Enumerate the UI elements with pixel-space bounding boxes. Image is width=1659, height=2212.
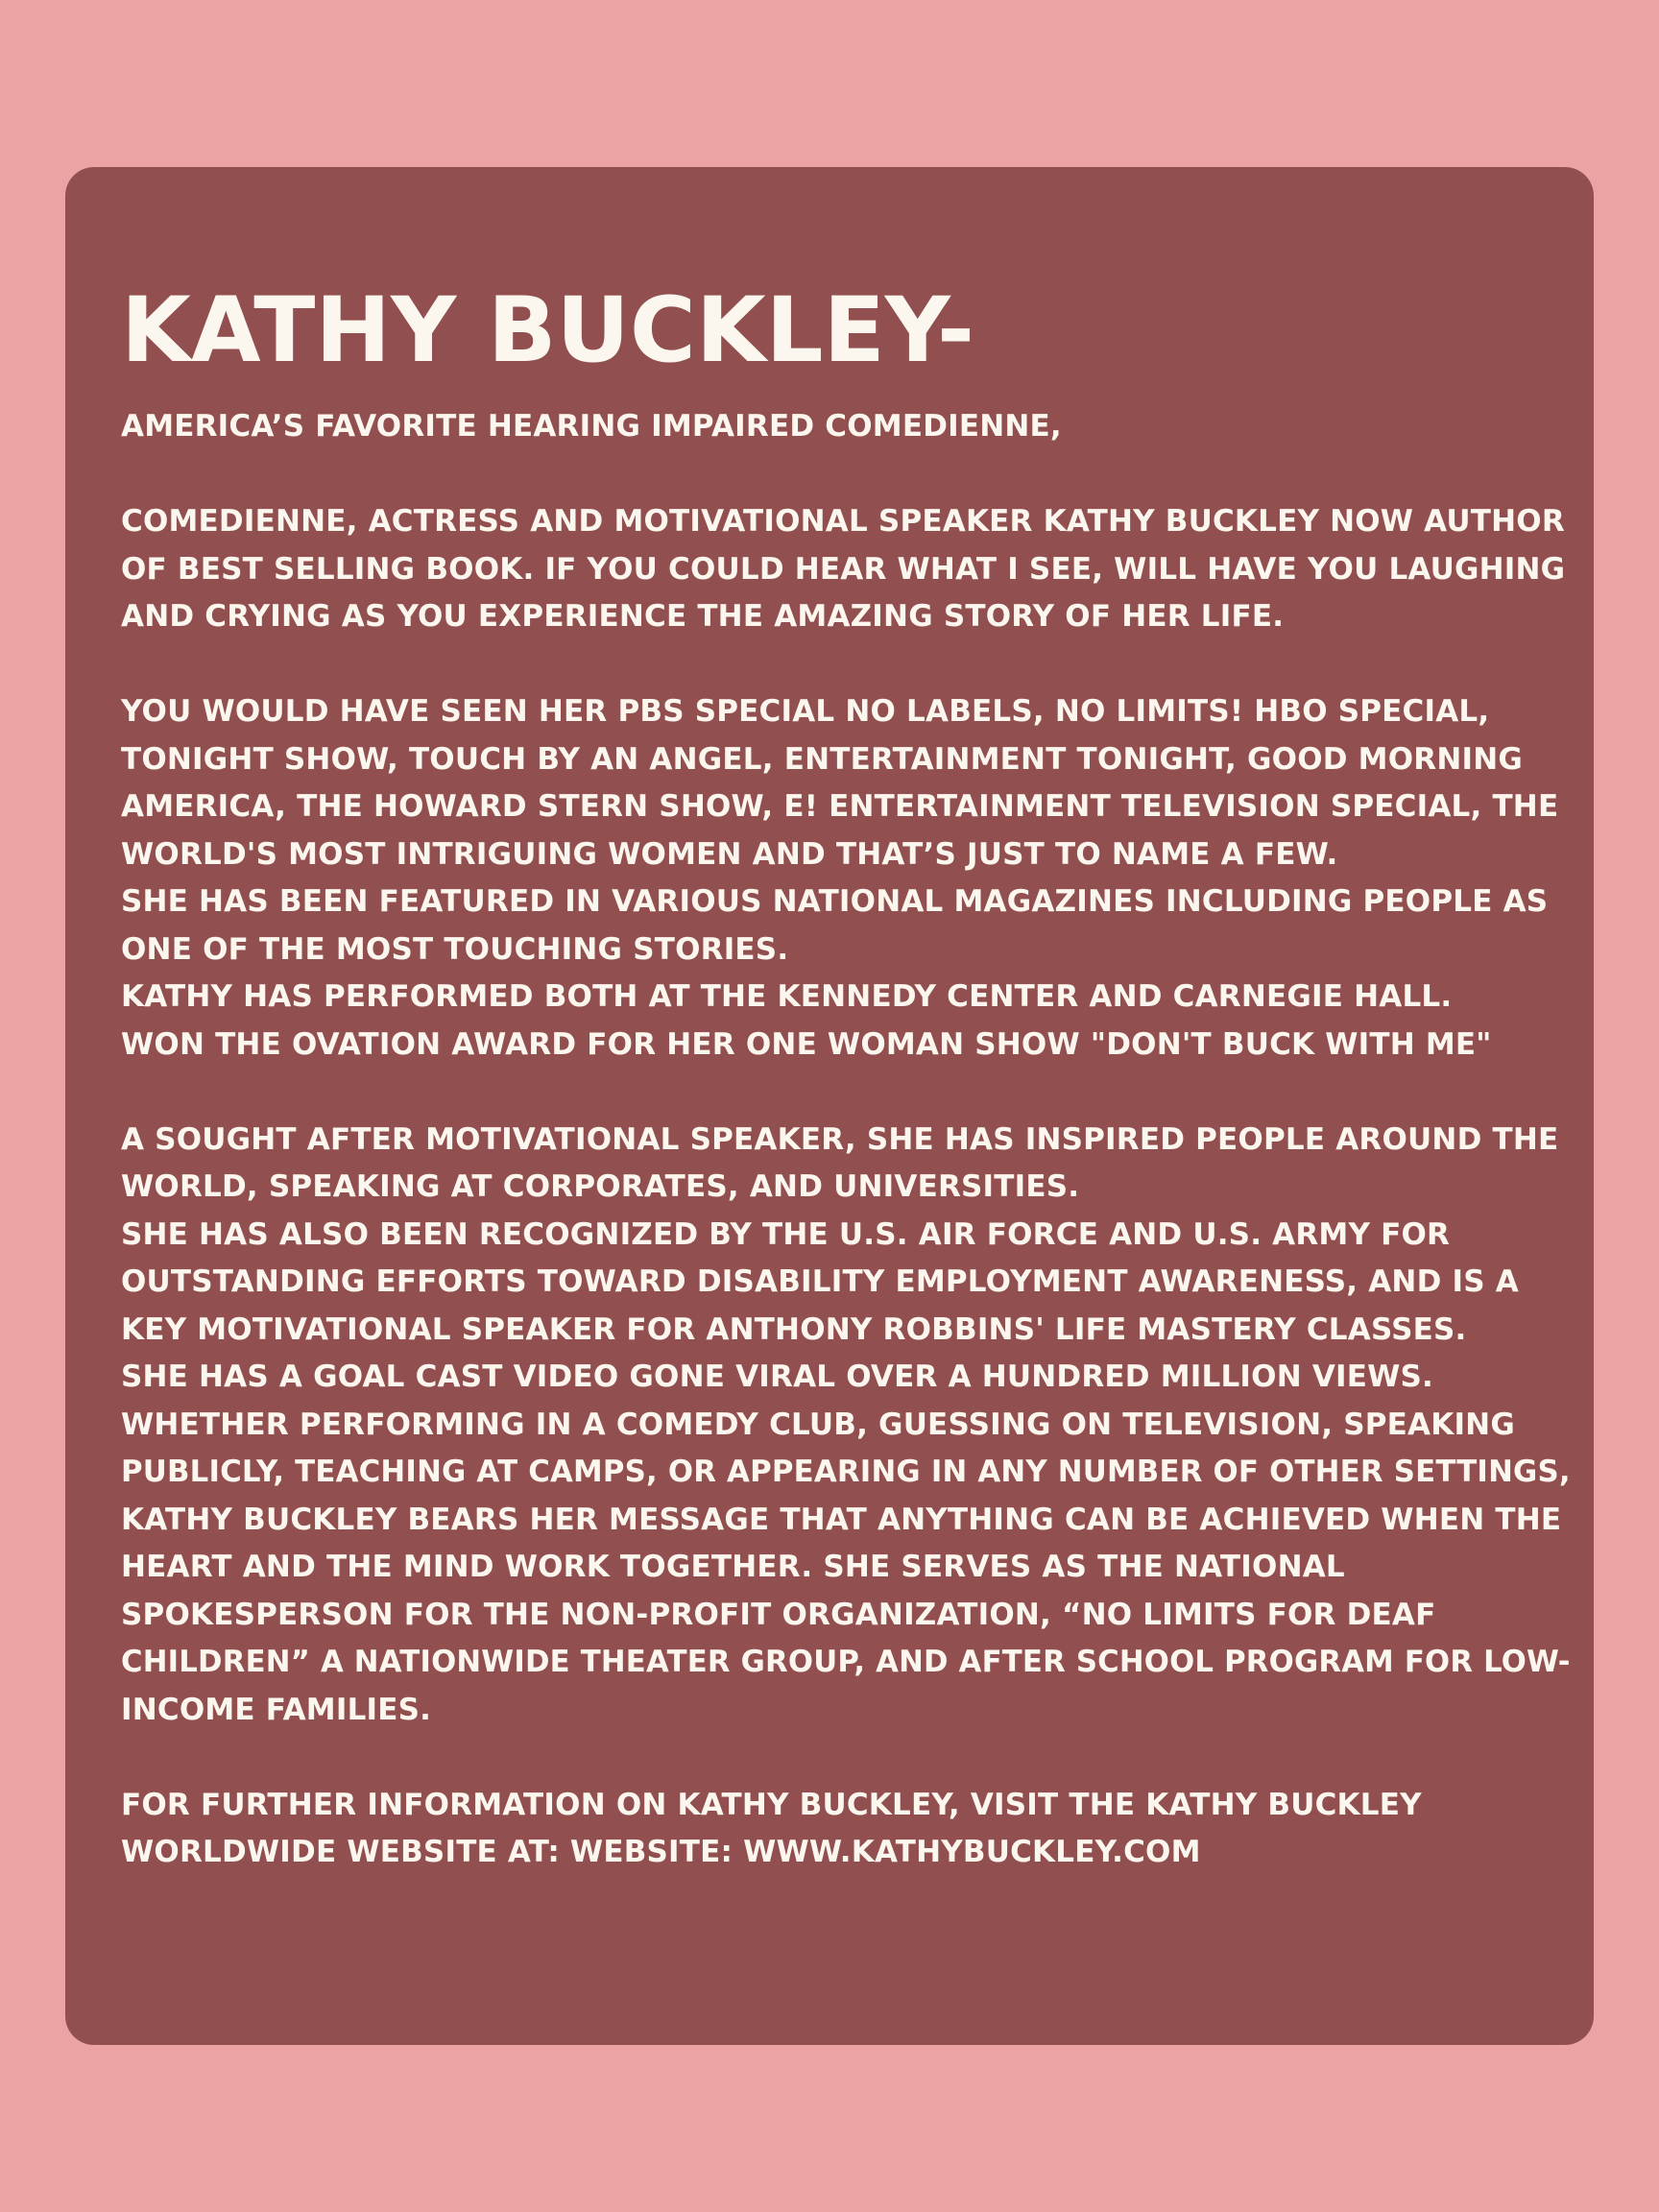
paragraph-line: WON THE OVATION AWARD FOR HER ONE WOMAN SHOW "DON'T BUCK WITH ME" (121, 1026, 1492, 1062)
paragraph-line: SPOKESPERSON FOR THE NON-PROFIT ORGANIZATION, “NO LIMITS FOR DEAF (121, 1597, 1436, 1632)
paragraph-line: WHETHER PERFORMING IN A COMEDY CLUB, GUESSING ON TELEVISION, SPEAKING (121, 1407, 1515, 1442)
paragraph-line: CHILDREN” A NATIONWIDE THEATER GROUP, AND AFTER SCHOOL PROGRAM FOR LOW- (121, 1645, 1571, 1679)
paragraph-gap (121, 1734, 1571, 1782)
paragraph-line: PUBLICLY, TEACHING AT CAMPS, OR APPEARING IN ANY NUMBER OF OTHER SETTINGS, (121, 1455, 1571, 1489)
paragraph-line: AND CRYING AS YOU EXPERIENCE THE AMAZING STORY OF HER LIFE. (121, 599, 1285, 634)
paragraph-line: AMERICA, THE HOWARD STERN SHOW, E! ENTERTAINMENT TELEVISION SPECIAL, THE (121, 789, 1559, 824)
paragraph-line: WORLD'S MOST INTRIGUING WOMEN AND THAT’S JUST TO NAME A FEW. (121, 836, 1338, 872)
paragraph-line: TONIGHT SHOW, TOUCH BY AN ANGEL, ENTERTAINMENT TONIGHT, GOOD MORNING (121, 741, 1524, 777)
paragraph-line: A SOUGHT AFTER MOTIVATIONAL SPEAKER, SHE HAS INSPIRED PEOPLE AROUND THE (121, 1121, 1559, 1157)
paragraph-line: YOU WOULD HAVE SEEN HER PBS SPECIAL NO LABELS, NO LIMITS! HBO SPECIAL, (121, 694, 1490, 729)
paragraph-gap (121, 451, 1571, 499)
paragraph-line: KATHY HAS PERFORMED BOTH AT THE KENNEDY CENTER AND CARNEGIE HALL. (121, 979, 1453, 1014)
page-title: KATHY BUCKLEY- (121, 278, 975, 383)
paragraph-line: SHE HAS ALSO BEEN RECOGNIZED BY THE U.S. AIR FORCE AND U.S. ARMY FOR (121, 1216, 1451, 1252)
paragraph-line: HEART AND THE MIND WORK TOGETHER. SHE SERVES AS THE NATIONAL (121, 1550, 1345, 1584)
paragraph-line: WORLDWIDE WEBSITE AT: WEBSITE: WWW.KATHYBUCKLEY.COM (121, 1835, 1201, 1869)
subtitle: AMERICA’S FAVORITE HEARING IMPAIRED COMEDIENNE, (121, 409, 1062, 444)
paragraph-line: OUTSTANDING EFFORTS TOWARD DISABILITY EMPLOYMENT AWARENESS, AND IS A (121, 1264, 1519, 1299)
paragraph-line: KATHY BUCKLEY BEARS HER MESSAGE THAT ANYTHING CAN BE ACHIEVED WHEN THE (121, 1502, 1562, 1537)
paragraph-line: SHE HAS A GOAL CAST VIDEO GONE VIRAL OVER A HUNDRED MILLION VIEWS. (121, 1359, 1434, 1394)
paragraph-line: COMEDIENNE, ACTRESS AND MOTIVATIONAL SPEAKER KATHY BUCKLEY NOW AUTHOR (121, 504, 1565, 539)
paragraph-gap (121, 641, 1571, 689)
paragraph-gap (121, 1069, 1571, 1117)
paragraph-line: KEY MOTIVATIONAL SPEAKER FOR ANTHONY ROBBINS' LIFE MASTERY CLASSES. (121, 1311, 1467, 1347)
paragraph-line: ONE OF THE MOST TOUCHING STORIES. (121, 931, 789, 967)
bio-card (65, 167, 1594, 2045)
paragraph-line: FOR FURTHER INFORMATION ON KATHY BUCKLEY, VISIT THE KATHY BUCKLEY (121, 1787, 1422, 1822)
paragraph-line: INCOME FAMILIES. (121, 1692, 432, 1727)
paragraph-line: OF BEST SELLING BOOK. IF YOU COULD HEAR WHAT I SEE, WILL HAVE YOU LAUGHING (121, 551, 1566, 587)
paragraph-line: WORLD, SPEAKING AT CORPORATES, AND UNIVERSITIES. (121, 1169, 1080, 1204)
paragraph-line: SHE HAS BEEN FEATURED IN VARIOUS NATIONAL MAGAZINES INCLUDING PEOPLE AS (121, 884, 1549, 919)
bio-body (121, 403, 1571, 1877)
